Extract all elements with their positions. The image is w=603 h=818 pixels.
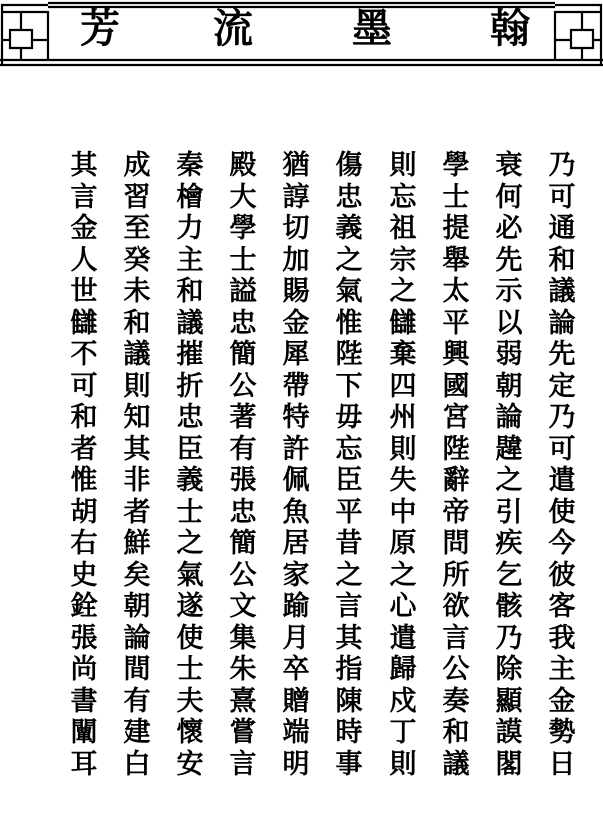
text-column xyxy=(223,150,263,780)
text-glyph: 殿 xyxy=(229,150,257,181)
text-glyph: 加 xyxy=(282,244,310,276)
text-glyph: 銓 xyxy=(70,591,98,622)
text-glyph: 者 xyxy=(123,496,151,528)
text-glyph: 則 xyxy=(389,433,417,465)
text-glyph: 衰 xyxy=(495,150,523,181)
text-glyph: 論 xyxy=(123,622,151,654)
text-glyph: 矣 xyxy=(123,559,151,591)
text-glyph: 鮮 xyxy=(123,528,151,559)
text-glyph: 力 xyxy=(176,213,204,244)
text-column xyxy=(329,150,369,780)
text-glyph: 可 xyxy=(548,181,576,213)
text-glyph: 簡 xyxy=(229,339,257,370)
text-glyph: 忘 xyxy=(389,181,417,213)
text-glyph: 忠 xyxy=(335,181,363,213)
text-glyph: 有 xyxy=(229,433,257,465)
text-column xyxy=(64,150,104,780)
text-glyph: 問 xyxy=(442,528,470,559)
text-glyph: 遣 xyxy=(389,622,417,654)
text-glyph: 熹 xyxy=(229,685,257,717)
text-glyph: 勢 xyxy=(548,717,576,748)
text-glyph: 集 xyxy=(229,622,257,654)
text-glyph: 傷 xyxy=(335,150,363,181)
text-glyph: 金 xyxy=(70,213,98,244)
text-glyph: 學 xyxy=(229,213,257,244)
text-glyph: 賜 xyxy=(282,276,310,307)
text-glyph: 成 xyxy=(123,150,151,181)
text-glyph: 其 xyxy=(335,622,363,654)
text-glyph: 陛 xyxy=(442,433,470,465)
text-glyph: 士 xyxy=(442,181,470,213)
text-glyph: 臣 xyxy=(176,433,204,465)
text-glyph: 弱 xyxy=(495,339,523,370)
text-glyph: 言 xyxy=(442,622,470,654)
text-glyph: 知 xyxy=(123,402,151,433)
text-glyph: 可 xyxy=(548,433,576,465)
text-glyph: 士 xyxy=(176,496,204,528)
text-glyph: 我 xyxy=(548,622,576,654)
text-glyph: 提 xyxy=(442,213,470,244)
text-glyph: 使 xyxy=(548,496,576,528)
title-char-1: 芳 xyxy=(80,5,120,52)
text-glyph: 書 xyxy=(70,685,98,717)
text-glyph: 學 xyxy=(442,150,470,181)
text-glyph: 嘗 xyxy=(229,717,257,748)
vertical-text-body xyxy=(70,150,590,810)
text-glyph: 耳 xyxy=(70,748,98,780)
text-glyph: 不 xyxy=(70,339,98,370)
text-glyph: 白 xyxy=(123,748,151,780)
text-glyph: 辭 xyxy=(442,465,470,496)
text-glyph: 和 xyxy=(123,307,151,339)
text-glyph: 事 xyxy=(335,748,363,780)
text-glyph: 至 xyxy=(123,213,151,244)
text-glyph: 義 xyxy=(176,465,204,496)
text-glyph: 張 xyxy=(229,465,257,496)
text-glyph: 之 xyxy=(389,559,417,591)
text-glyph: 尚 xyxy=(70,654,98,685)
text-glyph: 定 xyxy=(548,370,576,402)
text-glyph: 議 xyxy=(548,276,576,307)
text-glyph: 謚 xyxy=(229,276,257,307)
text-glyph: 檜 xyxy=(176,181,204,213)
text-glyph: 其 xyxy=(123,433,151,465)
header-frame xyxy=(0,0,603,75)
text-glyph: 張 xyxy=(70,622,98,654)
text-glyph: 陛 xyxy=(335,339,363,370)
text-glyph: 金 xyxy=(282,307,310,339)
text-glyph: 著 xyxy=(229,402,257,433)
text-glyph: 簡 xyxy=(229,528,257,559)
text-glyph: 習 xyxy=(123,181,151,213)
text-glyph: 闡 xyxy=(70,717,98,748)
text-glyph: 論 xyxy=(548,307,576,339)
text-glyph: 月 xyxy=(282,622,310,654)
text-glyph: 今 xyxy=(548,528,576,559)
text-glyph: 指 xyxy=(335,654,363,685)
text-glyph: 其 xyxy=(70,150,98,181)
text-glyph: 疾 xyxy=(495,528,523,559)
text-glyph: 舉 xyxy=(442,244,470,276)
text-glyph: 使 xyxy=(176,622,204,654)
text-glyph: 棄 xyxy=(389,339,417,370)
text-glyph: 引 xyxy=(495,496,523,528)
text-glyph: 夫 xyxy=(176,685,204,717)
text-glyph: 金 xyxy=(548,685,576,717)
text-glyph: 秦 xyxy=(176,150,204,181)
text-glyph: 氣 xyxy=(176,559,204,591)
title-char-3: 墨 xyxy=(352,5,392,52)
text-glyph: 何 xyxy=(495,181,523,213)
text-glyph: 失 xyxy=(389,465,417,496)
text-glyph: 右 xyxy=(70,528,98,559)
text-glyph: 之 xyxy=(335,559,363,591)
text-glyph: 朝 xyxy=(495,370,523,402)
right-corner-ornament xyxy=(555,5,601,65)
text-glyph: 朱 xyxy=(229,654,257,685)
text-glyph: 癸 xyxy=(123,244,151,276)
text-glyph: 彼 xyxy=(548,559,576,591)
text-glyph: 未 xyxy=(123,276,151,307)
text-glyph: 國 xyxy=(442,370,470,402)
text-glyph: 懷 xyxy=(176,717,204,748)
text-glyph: 許 xyxy=(282,433,310,465)
text-glyph: 間 xyxy=(123,654,151,685)
text-glyph: 忠 xyxy=(229,307,257,339)
text-glyph: 切 xyxy=(282,213,310,244)
text-glyph: 先 xyxy=(495,244,523,276)
left-corner-ornament xyxy=(2,5,48,65)
text-glyph: 卒 xyxy=(282,654,310,685)
text-glyph: 遂 xyxy=(176,591,204,622)
text-glyph: 丁 xyxy=(389,717,417,748)
text-glyph: 臣 xyxy=(335,465,363,496)
text-glyph: 以 xyxy=(495,307,523,339)
text-glyph: 明 xyxy=(282,748,310,780)
text-glyph: 昔 xyxy=(335,528,363,559)
text-glyph: 犀 xyxy=(282,339,310,370)
text-glyph: 時 xyxy=(335,717,363,748)
text-glyph: 乞 xyxy=(495,559,523,591)
text-glyph: 謨 xyxy=(495,717,523,748)
text-glyph: 者 xyxy=(70,433,98,465)
text-glyph: 朝 xyxy=(123,591,151,622)
text-glyph: 客 xyxy=(548,591,576,622)
text-glyph: 士 xyxy=(229,244,257,276)
text-column xyxy=(436,150,476,780)
text-glyph: 之 xyxy=(495,465,523,496)
text-glyph: 公 xyxy=(229,370,257,402)
text-glyph: 歸 xyxy=(389,654,417,685)
text-glyph: 所 xyxy=(442,559,470,591)
text-glyph: 佩 xyxy=(282,465,310,496)
text-glyph: 猶 xyxy=(282,150,310,181)
text-glyph: 欲 xyxy=(442,591,470,622)
text-glyph: 論 xyxy=(495,402,523,433)
text-glyph: 毋 xyxy=(335,402,363,433)
title-char-2: 流 xyxy=(213,5,253,52)
text-glyph: 戍 xyxy=(389,685,417,717)
text-glyph: 惟 xyxy=(335,307,363,339)
text-glyph: 主 xyxy=(548,654,576,685)
text-glyph: 言 xyxy=(70,181,98,213)
text-glyph: 遣 xyxy=(548,465,576,496)
text-glyph: 言 xyxy=(335,591,363,622)
text-glyph: 議 xyxy=(123,339,151,370)
text-glyph: 非 xyxy=(123,465,151,496)
text-glyph: 和 xyxy=(70,402,98,433)
text-glyph: 折 xyxy=(176,370,204,402)
text-glyph: 讎 xyxy=(70,307,98,339)
text-glyph: 之 xyxy=(389,276,417,307)
text-glyph: 世 xyxy=(70,276,98,307)
text-glyph: 示 xyxy=(495,276,523,307)
text-glyph: 可 xyxy=(70,370,98,402)
text-glyph: 忠 xyxy=(176,402,204,433)
text-glyph: 魚 xyxy=(282,496,310,528)
text-glyph: 安 xyxy=(176,748,204,780)
text-glyph: 乃 xyxy=(548,150,576,181)
text-glyph: 忠 xyxy=(229,496,257,528)
text-glyph: 則 xyxy=(389,748,417,780)
text-glyph: 韙 xyxy=(495,433,523,465)
text-glyph: 州 xyxy=(389,402,417,433)
text-column xyxy=(276,150,316,780)
text-glyph: 贈 xyxy=(282,685,310,717)
text-glyph: 宮 xyxy=(442,402,470,433)
text-glyph: 通 xyxy=(548,213,576,244)
text-glyph: 太 xyxy=(442,276,470,307)
text-glyph: 踰 xyxy=(282,591,310,622)
text-glyph: 忘 xyxy=(335,433,363,465)
text-glyph: 平 xyxy=(335,496,363,528)
text-glyph: 文 xyxy=(229,591,257,622)
title-char-4: 翰 xyxy=(490,5,530,52)
text-column xyxy=(117,150,157,780)
text-glyph: 顯 xyxy=(495,685,523,717)
text-glyph: 有 xyxy=(123,685,151,717)
text-glyph: 祖 xyxy=(389,213,417,244)
text-glyph: 和 xyxy=(548,244,576,276)
text-glyph: 人 xyxy=(70,244,98,276)
text-glyph: 乃 xyxy=(495,622,523,654)
text-glyph: 閣 xyxy=(495,748,523,780)
text-glyph: 建 xyxy=(123,717,151,748)
text-glyph: 除 xyxy=(495,654,523,685)
text-glyph: 原 xyxy=(389,528,417,559)
text-glyph: 中 xyxy=(389,496,417,528)
text-glyph: 主 xyxy=(176,244,204,276)
text-glyph: 帝 xyxy=(442,496,470,528)
text-glyph: 四 xyxy=(389,370,417,402)
text-glyph: 日 xyxy=(548,748,576,780)
text-glyph: 陳 xyxy=(335,685,363,717)
text-glyph: 之 xyxy=(176,528,204,559)
text-glyph: 和 xyxy=(176,276,204,307)
text-glyph: 氣 xyxy=(335,276,363,307)
text-glyph: 大 xyxy=(229,181,257,213)
text-glyph: 平 xyxy=(442,307,470,339)
text-glyph: 興 xyxy=(442,339,470,370)
text-glyph: 心 xyxy=(389,591,417,622)
text-glyph: 必 xyxy=(495,213,523,244)
text-glyph: 議 xyxy=(176,307,204,339)
text-glyph: 家 xyxy=(282,559,310,591)
text-glyph: 公 xyxy=(229,559,257,591)
text-glyph: 骸 xyxy=(495,591,523,622)
text-glyph: 義 xyxy=(335,213,363,244)
text-glyph: 宗 xyxy=(389,244,417,276)
text-glyph: 公 xyxy=(442,654,470,685)
text-column xyxy=(489,150,529,780)
text-glyph: 帶 xyxy=(282,370,310,402)
text-glyph: 史 xyxy=(70,559,98,591)
text-glyph: 乃 xyxy=(548,402,576,433)
text-glyph: 則 xyxy=(123,370,151,402)
text-glyph: 端 xyxy=(282,717,310,748)
text-glyph: 士 xyxy=(176,654,204,685)
text-column xyxy=(170,150,210,780)
text-glyph: 和 xyxy=(442,717,470,748)
text-glyph: 奏 xyxy=(442,685,470,717)
text-glyph: 諄 xyxy=(282,181,310,213)
text-column xyxy=(383,150,423,780)
text-glyph: 下 xyxy=(335,370,363,402)
text-glyph: 居 xyxy=(282,528,310,559)
text-column xyxy=(542,150,582,780)
text-glyph: 則 xyxy=(389,150,417,181)
text-glyph: 之 xyxy=(335,244,363,276)
text-glyph: 特 xyxy=(282,402,310,433)
text-glyph: 讎 xyxy=(389,307,417,339)
text-glyph: 議 xyxy=(442,748,470,780)
text-glyph: 胡 xyxy=(70,496,98,528)
text-glyph: 摧 xyxy=(176,339,204,370)
text-glyph: 言 xyxy=(229,748,257,780)
text-glyph: 惟 xyxy=(70,465,98,496)
text-glyph: 先 xyxy=(548,339,576,370)
